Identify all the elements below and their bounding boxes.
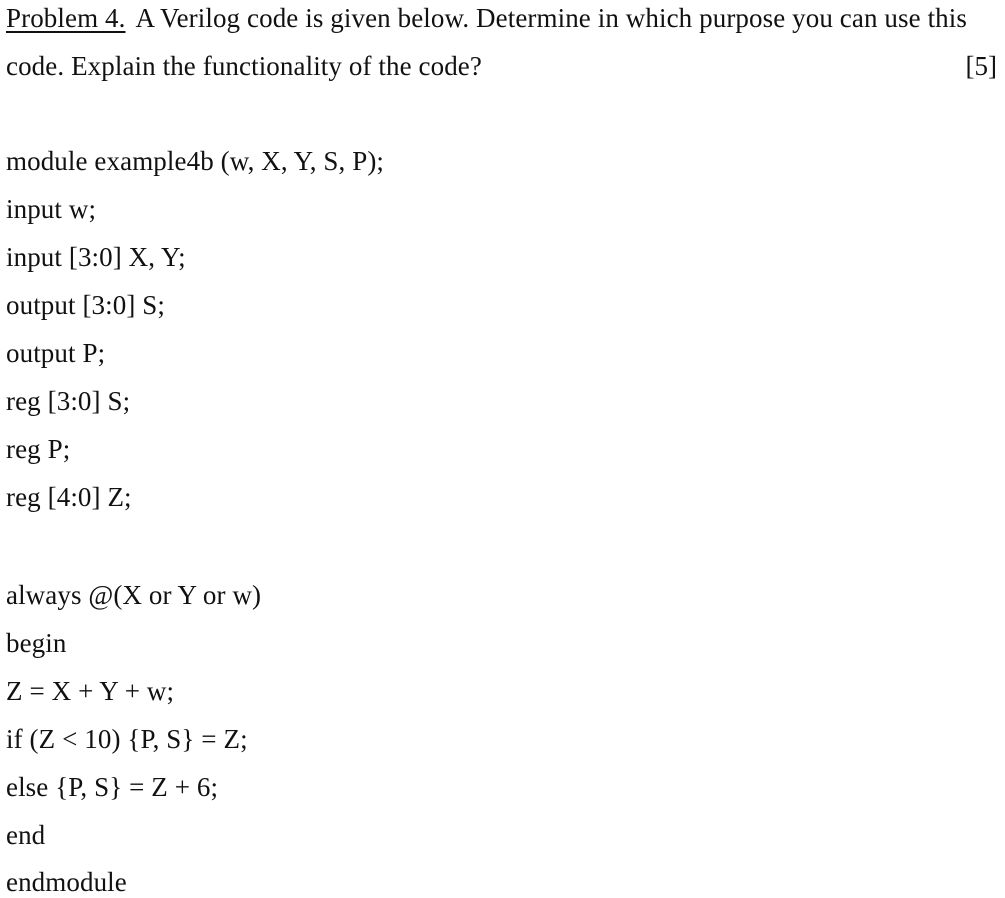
- code-line-input-xy: input [3:0] X, Y;: [6, 242, 186, 272]
- question-text-line-1: A Verilog code is given below. Determine in which purpose you can use this: [135, 3, 967, 33]
- marks-label: [5]: [965, 51, 997, 81]
- code-line-input-w: input w;: [6, 194, 97, 224]
- code-line-reg-p: reg P;: [6, 434, 71, 464]
- problem-label: Problem 4.: [6, 3, 126, 33]
- code-line-endmodule: endmodule: [6, 867, 127, 897]
- code-line-end: end: [6, 820, 46, 850]
- code-line-z-assign: Z = X + Y + w;: [6, 676, 175, 706]
- code-line-if: if (Z < 10) {P, S} = Z;: [6, 724, 248, 754]
- code-line-output-s: output [3:0] S;: [6, 290, 166, 320]
- code-line-else: else {P, S} = Z + 6;: [6, 772, 219, 802]
- question-text-line-2: code. Explain the functionality of the code?: [6, 51, 482, 81]
- code-line-module: module example4b (w, X, Y, S, P);: [6, 146, 385, 176]
- code-line-begin: begin: [6, 628, 67, 658]
- code-line-reg-z: reg [4:0] Z;: [6, 482, 132, 512]
- code-line-output-p: output P;: [6, 338, 106, 368]
- problem-header-line: [6, 2, 967, 34]
- code-line-always: always @(X or Y or w): [6, 580, 262, 610]
- code-line-reg-s: reg [3:0] S;: [6, 386, 131, 416]
